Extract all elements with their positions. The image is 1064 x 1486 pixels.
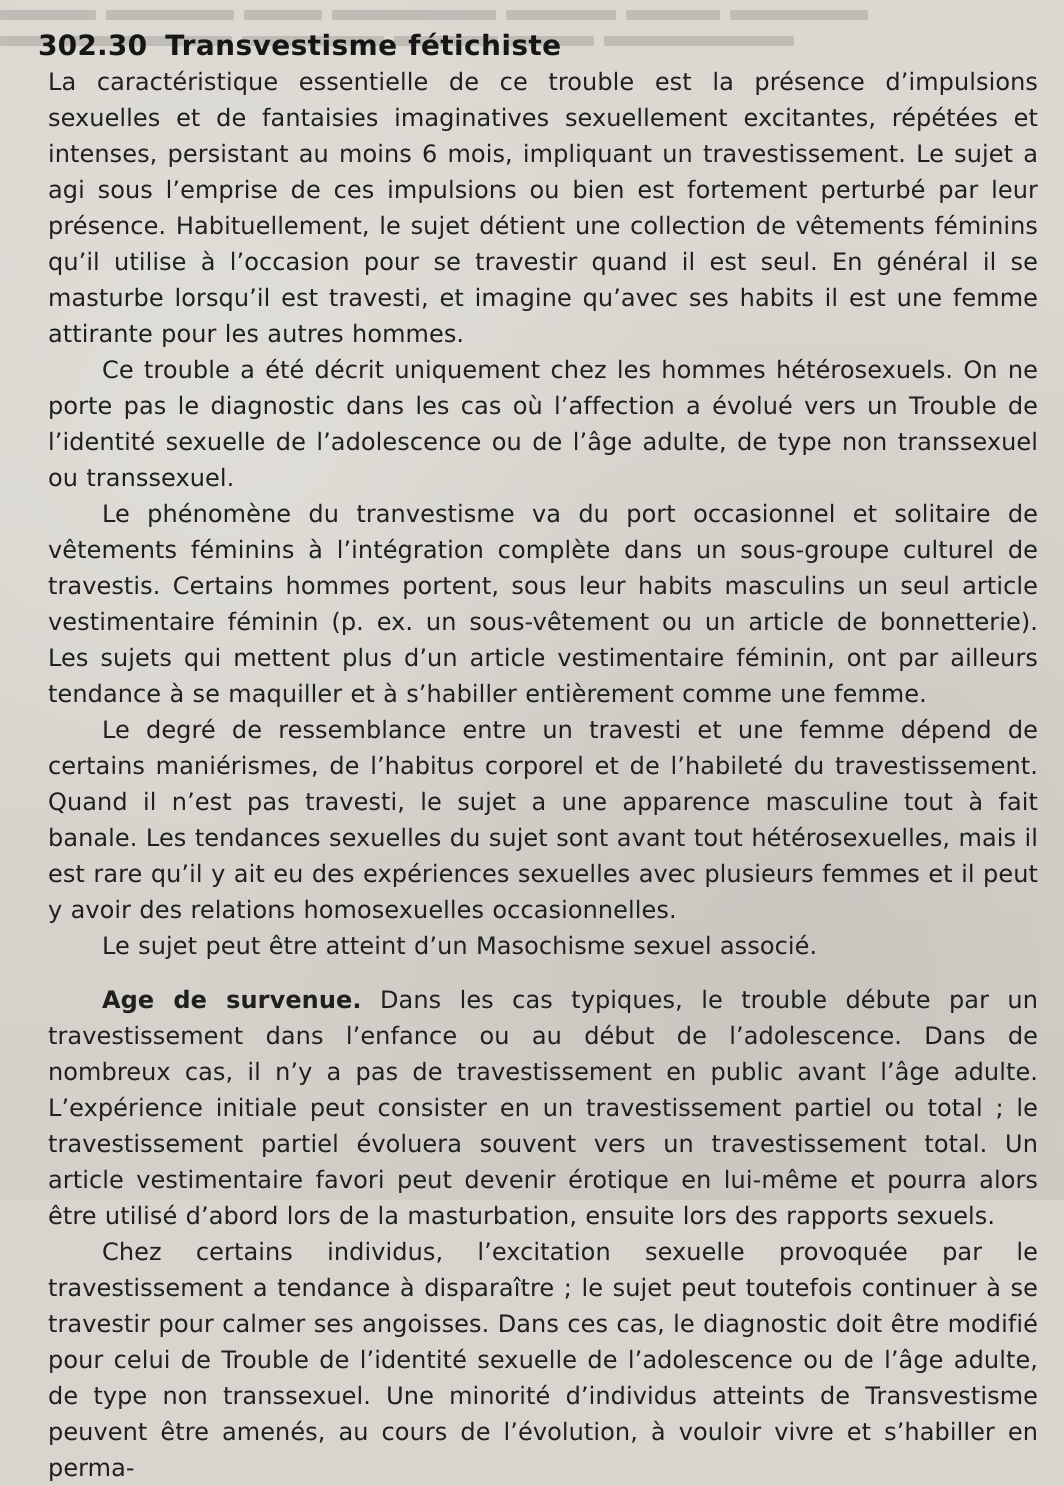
section-heading [38,28,1038,64]
bleed-line-1 [0,0,1064,26]
paragraph-5: Le sujet peut être atteint d’un Masochisme sexuel associé. [102,932,818,960]
paragraph-1: La caractéristique essentielle de ce trouble est la présence d’impulsions sexuelles et de fantaisies imaginatives sexuellement excitantes, répétées et intenses, persistant au moins 6 mois, impliquant un travestissement. Le sujet a agi sous l’emprise de ces impulsions ou bien est fortement perturbé par leur présence. Habituellement, le sujet détient une collection de vêtements féminins qu’il utilise à l’occasion pour se travestir quand il est seul. En général il se masturbe lorsqu’il est travesti, et imagine qu’avec ses habits il est une femme attirante pour les autres hommes. [48,68,1038,348]
age-of-onset-heading: Age de survenue. [102,986,362,1014]
paragraph-4: Le degré de ressemblance entre un travesti et une femme dépend de certains maniérismes, de l’habitus corporel et de l’habileté du travestissement. Quand il n’est pas travesti, le sujet a une apparence masculine tout à fait banale. Les tendances sexuelles du sujet sont avant tout hétérosexuelles, mais il est rare qu’il y ait eu des expériences sexuelles avec plusieurs femmes et il peut y avoir des relations homosexuelles occasionnelles. [48,716,1038,924]
section-title: Transvestisme fétichiste [165,29,562,62]
document-body [38,28,1039,1486]
paragraph-7: Chez certains individus, l’excitation sexuelle provoquée par le travestissement a tendance à disparaître ; le sujet peut toutefois continuer à se travestir pour calmer ses angoisses. Dans ces cas, le diagnostic doit être modifié pour celui de Trouble de l’identité sexuelle de l’adolescence ou de l’âge adulte, de type non transsexuel. Une minorité d’individus atteints de Transvestisme peuvent être amenés, au cours de l’évolution, à vouloir vivre et s’habiller en perma- [48,1238,1038,1482]
paragraph-3: Le phénomène du tranvestisme va du port occasionnel et solitaire de vêtements féminins à l’intégration complète dans un sous-groupe culturel de travestis. Certains hommes portent, sous leur habits masculins un seul article vestimentaire féminin (p. ex. un sous-vêtement ou un article de bonnetterie). Les sujets qui mettent plus d’un article vestimentaire féminin, ont par ailleurs tendance à se maquiller et à s’habiller entièrement comme une femme. [48,500,1038,708]
paragraph-age-of-onset [48,982,1038,1234]
age-of-onset-text: Dans les cas typiques, le trouble débute par un travestissement dans l’enfance ou au début de l’adolescence. Dans de nombreux cas, il n’y a pas de travestissement en public avant l’âge adulte. L’expérience initiale peut consister en un travestissement partiel ou total ; le travestissement partiel évoluera souvent vers un travestissement total. Un article vestimentaire favori peut devenir érotique en lui-même et pourra alors être utilisé d’abord lors de la masturbation, ensuite lors des rapports sexuels. [48,986,1039,1230]
section-code: 302.30 [38,29,148,62]
paragraph-2: Ce trouble a été décrit uniquement chez les hommes hétérosexuels. On ne porte pas le diagnostic dans les cas où l’affection a évolué vers un Trouble de l’identité sexuelle de l’adolescence ou de l’âge adulte, de type non transsexuel ou transsexuel. [48,356,1038,492]
